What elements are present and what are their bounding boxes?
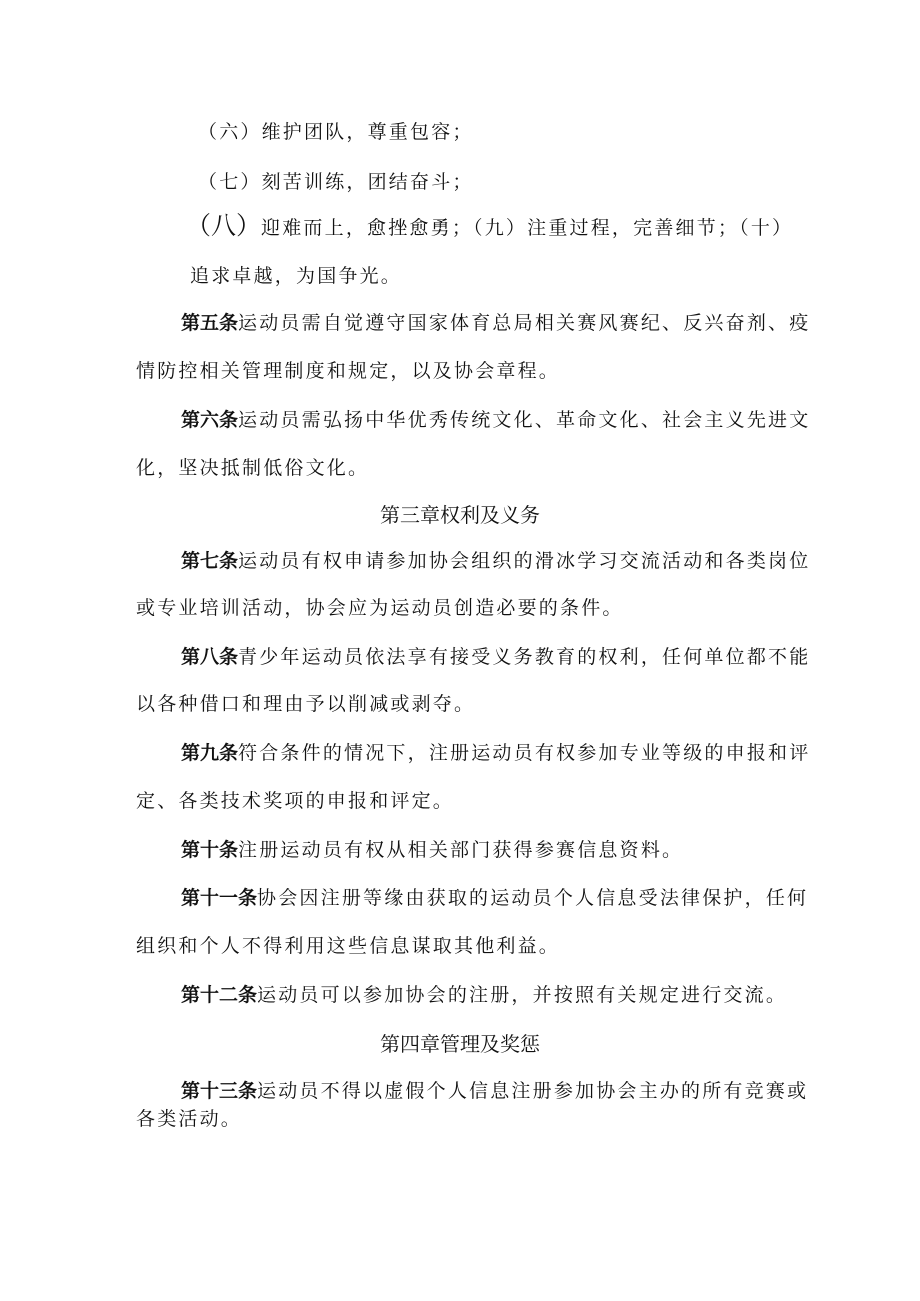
- article-8-text: 青少年运动员依法享有接受义务教育的权利，任何单位都不能: [238, 646, 811, 668]
- article-7-line-1: [181, 549, 810, 573]
- article-10-label: 第十条: [181, 839, 239, 861]
- item-seven: （七）刻苦训练，团结奋斗；: [198, 171, 474, 193]
- item-eight-mark: （八）: [186, 211, 262, 240]
- article-5-label: 第五条: [181, 312, 239, 334]
- chapter-4-heading: 第四章管理及奖惩: [380, 1032, 540, 1056]
- article-11-label: 第十一条: [181, 887, 258, 909]
- article-5-line-2: 情防控相关管理制度和规定，以及协会章程。: [136, 360, 561, 382]
- article-7-text: 运动员有权申请参加协会组织的滑冰学习交流活动和各类岗位: [238, 550, 811, 572]
- article-6-text: 运动员需弘扬中华优秀传统文化、革命文化、社会主义先进文: [238, 409, 811, 431]
- article-11-line-2: 组织和个人不得利用这些信息谋取其他利益。: [136, 935, 561, 957]
- article-7-label: 第七条: [181, 550, 239, 572]
- article-9-line-2: 定、各类技术奖项的申报和评定。: [136, 790, 455, 812]
- article-8-label: 第八条: [181, 646, 239, 668]
- article-12-line-1: [181, 983, 787, 1007]
- article-9-label: 第九条: [181, 742, 239, 764]
- article-6-line-1: [181, 408, 810, 432]
- article-5-line-1: [181, 311, 810, 335]
- article-11-text: 协会因注册等缘由获取的运动员个人信息受法律保护，任何: [257, 887, 809, 909]
- article-12-label: 第十二条: [181, 984, 258, 1006]
- article-13-line-2: 各类活动。: [136, 1108, 243, 1130]
- article-10-text: 注册运动员有权从相关部门获得参赛信息资料。: [238, 839, 684, 861]
- article-7-line-2: 或专业培训活动，协会应为运动员创造必要的条件。: [136, 597, 624, 619]
- item-eight-continued: 追求卓越，为国争光。: [190, 265, 403, 287]
- article-9-text: 符合条件的情况下，注册运动员有权参加专业等级的申报和评: [238, 742, 811, 764]
- article-6-label: 第六条: [181, 409, 239, 431]
- article-6-line-2: 化，坚决抵制低俗文化。: [136, 457, 370, 479]
- article-8-line-1: [181, 645, 810, 669]
- item-six: （六）维护团队，尊重包容；: [198, 121, 474, 143]
- chapter-3-heading: 第三章权利及义务: [380, 503, 540, 527]
- article-5-text: 运动员需自觉遵守国家体育总局相关赛风赛纪、反兴奋剂、疫: [238, 312, 811, 334]
- item-eight-text: 迎难而上，愈挫愈勇；（九）注重过程，完善细节；（十）: [261, 217, 794, 239]
- item-eight: [186, 211, 794, 240]
- article-12-text: 运动员可以参加协会的注册，并按照有关规定进行交流。: [257, 984, 788, 1006]
- article-13-label: 第十三条: [181, 1080, 258, 1102]
- article-9-line-1: [181, 741, 810, 765]
- article-10-line-1: [181, 838, 683, 862]
- article-11-line-1: [181, 886, 808, 910]
- article-13-text: 运动员不得以虚假个人信息注册参加协会主办的所有竞赛或: [257, 1080, 809, 1102]
- article-13-line-1: [181, 1079, 808, 1103]
- article-8-line-2: 以各种借口和理由予以削减或剥夺。: [136, 693, 476, 715]
